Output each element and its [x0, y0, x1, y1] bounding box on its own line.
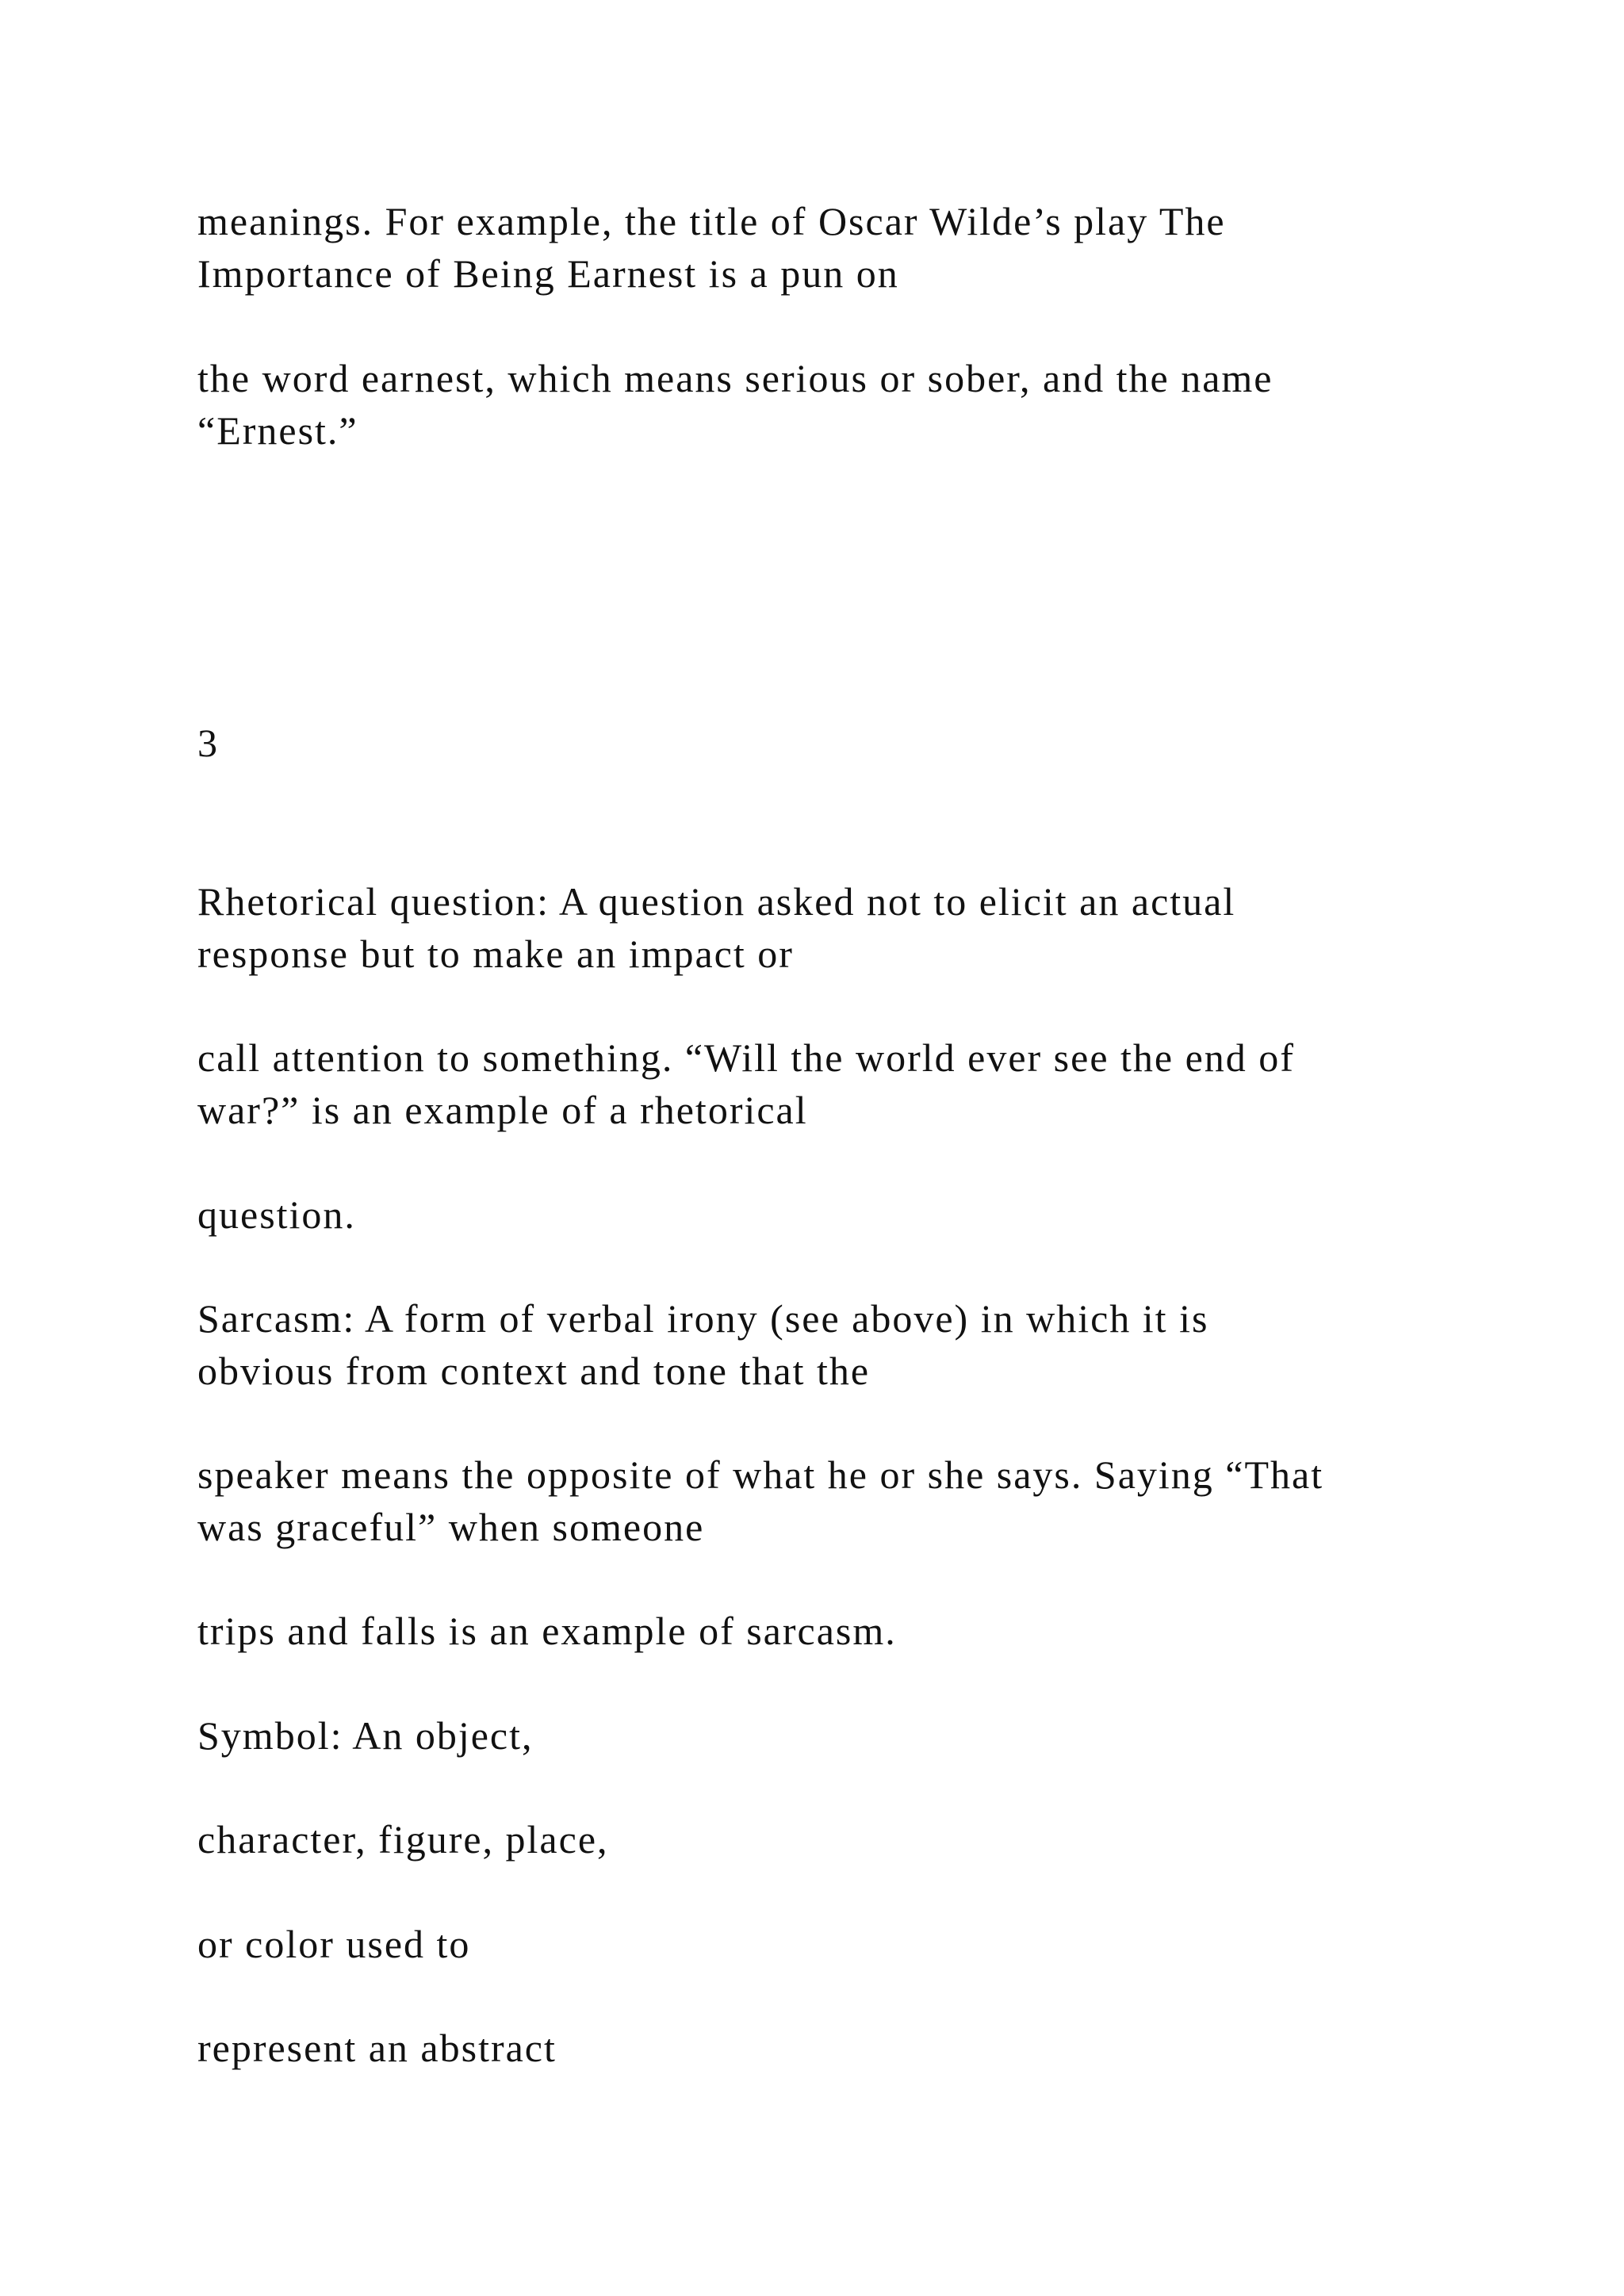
text-line: Rhetorical question: A question asked not to elicit an actual — [197, 879, 1236, 924]
text-line: represent an abstract — [197, 2026, 557, 2070]
text-line: character, figure, place, — [197, 1817, 609, 1862]
text-line: Importance of Being Earnest is a pun on — [197, 251, 899, 296]
page-number: 3 — [197, 721, 219, 765]
text-line: trips and falls is an example of sarcasm. — [197, 1609, 897, 1653]
text-line: call attention to something. “Will the world ever see the end of — [197, 1035, 1295, 1080]
text-line: obvious from context and tone that the — [197, 1349, 871, 1393]
text-line: speaker means the opposite of what he or she says. Saying “That — [197, 1452, 1324, 1497]
text-line: question. — [197, 1192, 356, 1237]
text-line: war?” is an example of a rhetorical — [197, 1088, 808, 1132]
text-line: response but to make an impact or — [197, 932, 794, 976]
text-line: Sarcasm: A form of verbal irony (see above) in which it is — [197, 1296, 1209, 1341]
text-line: Symbol: An object, — [197, 1713, 534, 1758]
text-line: meanings. For example, the title of Oscar Wilde’s play The — [197, 199, 1226, 243]
text-line: the word earnest, which means serious or sober, and the name — [197, 356, 1274, 400]
text-line: “Ernest.” — [197, 408, 358, 453]
text-line: was graceful” when someone — [197, 1505, 705, 1549]
text-line: or color used to — [197, 1922, 471, 1966]
